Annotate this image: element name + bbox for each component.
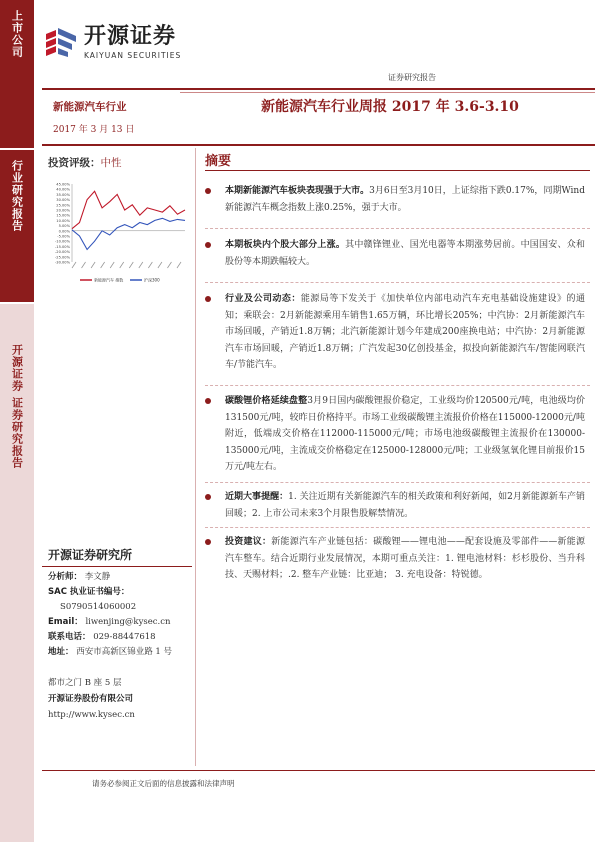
summary-item: [205, 534, 585, 584]
disclaimer-footer: 请务必参阅正文后面的信息披露和法律声明: [92, 779, 235, 788]
x-tick-label: [177, 262, 181, 268]
y-tick-label: 40.00%: [56, 187, 70, 192]
email-label: Email：: [48, 617, 83, 627]
company-name: [48, 692, 193, 706]
y-tick-label: -25.00%: [55, 255, 70, 260]
series-line: [72, 191, 185, 228]
summary-item-bold: 行业及公司动态：: [225, 294, 301, 304]
header-divider: [42, 88, 595, 90]
logo-cn-text: 开源证券: [84, 23, 177, 49]
investment-rating: [48, 155, 122, 170]
summary-item: [205, 489, 585, 522]
logo-en-text: KAIYUAN SECURITIES: [84, 50, 182, 60]
y-tick-label: 20.00%: [56, 208, 70, 213]
y-tick-label: -15.00%: [55, 244, 70, 249]
item-separator: [205, 228, 590, 229]
institute-title: 开源证券研究所: [48, 548, 133, 562]
x-tick-label: [158, 262, 162, 268]
kaiyuan-logo-icon: [42, 24, 78, 60]
series-line: [72, 218, 185, 249]
footer-divider: [42, 770, 595, 771]
summary-item-bold: 本期板块内个股大部分上涨。: [225, 240, 346, 250]
side-tab-label: 上市公司: [10, 10, 24, 58]
item-separator: [205, 385, 590, 386]
summary-item-text: 1. 关注近期有关新能源汽车的相关政策和利好新闻，如2月新能源新车产销回暖；2. 上市公司未来3个月限售股解禁情况。: [225, 492, 585, 519]
report-date: 2017 年 3 月 13 日: [53, 125, 135, 135]
item-separator: [205, 527, 590, 528]
y-tick-label: -20.00%: [55, 250, 70, 255]
bullet-icon: [205, 398, 211, 404]
legend-label: 新能源汽车 指数: [94, 277, 124, 283]
item-separator: [205, 482, 590, 483]
y-tick-label: 15.00%: [56, 213, 70, 218]
email-address[interactable]: liwenjing@kysec.cn: [85, 617, 171, 627]
company-logo: [42, 24, 181, 60]
bullet-icon: [205, 242, 211, 248]
column-divider: [195, 148, 196, 766]
summary-heading: 摘要: [205, 154, 232, 169]
chart-svg: [50, 180, 190, 310]
side-tab-label: 行业研究报告: [10, 160, 24, 232]
x-tick-label: [148, 262, 152, 268]
y-tick-label: 10.00%: [56, 218, 70, 223]
x-tick-label: [110, 262, 114, 268]
x-tick-label: [129, 262, 133, 268]
bullet-icon: [205, 539, 211, 545]
summary-item-bold: 投资建议：: [225, 537, 272, 547]
summary-item-bold: 近期大事提醒：: [225, 492, 289, 502]
phone-label: 联系电话：: [48, 632, 91, 642]
summary-item-text: 能源局等下发关于《加快单位内部电动汽车充电基础设施建设》的通知；乘联会：2月新能源乘用车销售1.65万辆，环比增长205%；中汽协：2月新能源汽车市场回暖，产销近1.8万辆；北汽新能源计划今年建成200座换电站；中汽协：2月新能源汽车市场回暖，产销近1.8万辆；广汽发起30亿创投基金，拟投向新能源汽车/智能网联汽车/节能汽车。: [225, 294, 585, 370]
side-tab-industry-research: [0, 150, 34, 302]
x-tick-label: [82, 262, 86, 268]
bullet-icon: [205, 296, 211, 302]
summary-item-text: 其中赣锋锂业、国光电器等本期涨势居前。中国国安、众和股份等本期跌幅较大。: [225, 240, 585, 267]
industry-name: 新能源汽车行业: [53, 101, 127, 113]
item-separator: [205, 282, 590, 283]
analyst-name: 李文静: [84, 572, 111, 582]
website-link[interactable]: http://www.kysec.cn: [48, 710, 135, 720]
rating-label: 投资评级：: [48, 157, 101, 169]
sac-label: SAC 执业证书编号：: [48, 587, 130, 597]
y-tick-label: 45.00%: [56, 182, 70, 187]
y-tick-label: -5.00%: [57, 234, 70, 239]
y-tick-label: 5.00%: [58, 224, 70, 229]
sac-info: [48, 585, 193, 599]
analyst-info: [48, 570, 193, 584]
document-type: 证券研究报告: [388, 73, 436, 82]
summary-item-text: 3月6日至3月10日，上证综指下跌0.17%，同期Wind新能源汽车概念指数上涨0.25%，强于大市。: [225, 186, 585, 213]
x-tick-label: [91, 262, 95, 268]
company-name-text: 开源证券股份有限公司: [48, 694, 134, 704]
y-tick-label: 35.00%: [56, 192, 70, 197]
report-title: 新能源汽车行业周报 2017 年 3.6-3.10: [261, 99, 519, 115]
address-label: 地址：: [48, 647, 74, 657]
summary-item: [205, 183, 585, 216]
email-info: [48, 615, 193, 629]
side-tab-listed-company: [0, 0, 34, 148]
x-tick-label: [101, 262, 105, 268]
x-tick-label: [139, 262, 143, 268]
address-text: 西安市高新区锦业路 1 号: [76, 647, 173, 657]
analyst-label: 分析师：: [48, 572, 83, 582]
side-tab-securities-research: [0, 304, 34, 842]
summary-item-text: 3月9日国内碳酸锂报价稳定，工业级均价120500元/吨，电池级均价131500元/吨，较昨日价格持平。市场工业级碳酸锂主流报价价格在115000-12000元/吨附近，低端成交价格在112000-115000元/吨；市场电池级碳酸锂主流报价在130000-135000元/吨，主流成交价格稳定在125000-128000元/吨；工业级氢氧化锂目前报价15万元/吨左右。: [225, 396, 585, 472]
address-line2: 都市之门 B 座 5 层: [48, 678, 122, 688]
summary-item: [205, 393, 585, 476]
index-performance-chart: [50, 180, 190, 310]
bullet-icon: [205, 188, 211, 194]
bullet-icon: [205, 494, 211, 500]
sac-number: S0790514060002: [60, 602, 137, 612]
title-divider: [42, 144, 595, 146]
y-tick-label: -30.00%: [55, 260, 70, 265]
address-info: [48, 645, 193, 659]
side-tab-label: 开源证券 证券研究报告: [10, 344, 24, 469]
y-tick-label: 25.00%: [56, 203, 70, 208]
summary-item-bold: 本期新能源汽车板块表现强于大市。: [225, 186, 370, 196]
summary-divider: [205, 170, 590, 171]
institute-divider: [42, 566, 192, 567]
y-tick-label: 0.00%: [58, 229, 70, 234]
y-tick-label: 30.00%: [56, 198, 70, 203]
x-tick-label: [167, 262, 171, 268]
header-divider-thin: [180, 92, 595, 93]
phone-number: 029-88447618: [93, 632, 156, 642]
legend-label: 沪深300: [144, 277, 160, 283]
x-tick-label: [72, 262, 76, 268]
summary-item: [205, 291, 585, 374]
x-tick-label: [120, 262, 124, 268]
summary-item: [205, 237, 585, 270]
rating-value: 中性: [100, 157, 122, 169]
phone-info: [48, 630, 193, 644]
y-tick-label: -10.00%: [55, 239, 70, 244]
summary-item-bold: 碳酸锂价格延续盘整: [225, 396, 308, 406]
summary-item-text: 新能源汽车产业链包括：碳酸锂——锂电池——配套设施及零部件——新能源汽车整车。结合近期行业发展情况，本期可重点关注：1. 锂电池材料：杉杉股份、当升科技、天赐材料；.2. 整车产业链：比亚迪； 3. 充电设备：特锐德。: [225, 537, 585, 580]
